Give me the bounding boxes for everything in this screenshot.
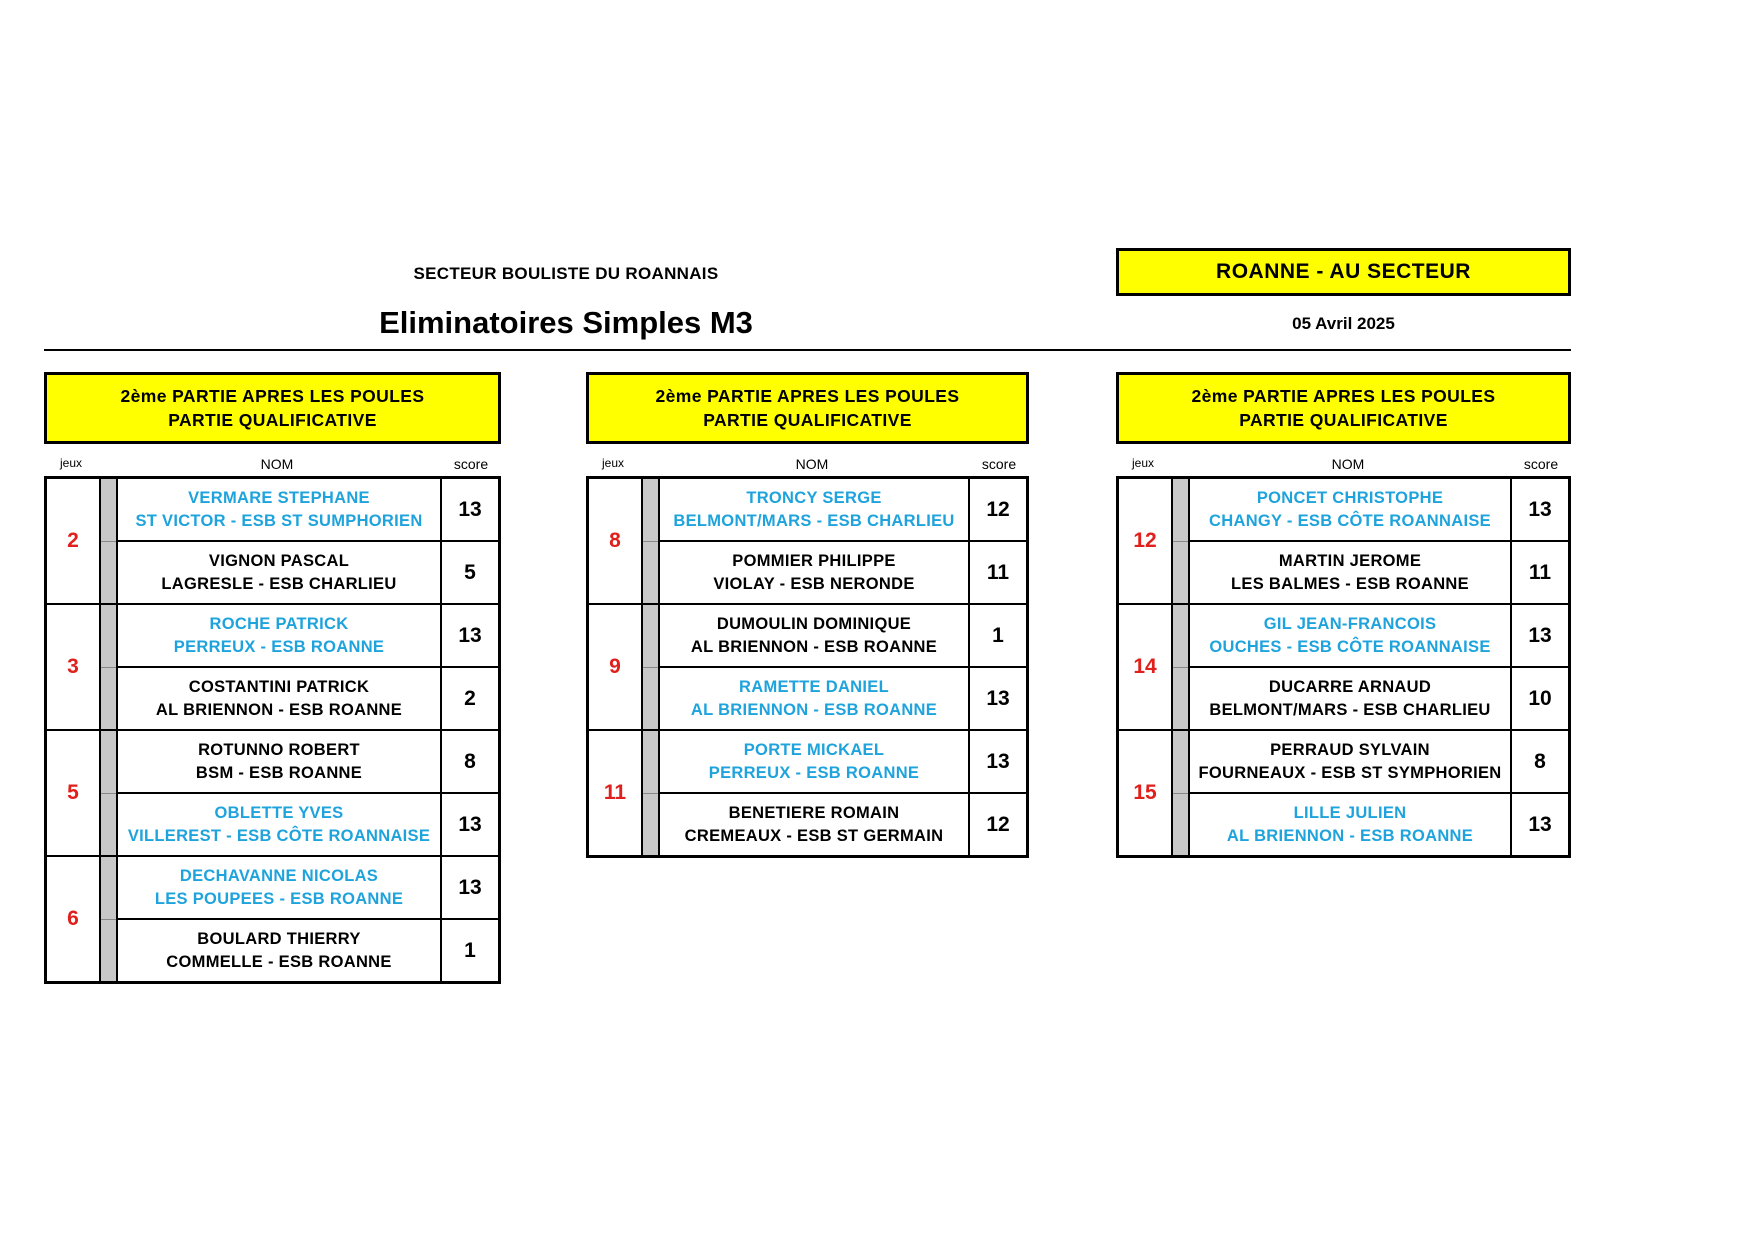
separator-bar [1173, 731, 1190, 855]
player-row [1190, 731, 1568, 792]
player-club: FOURNEAUX - ESB ST SYMPHORIEN [1198, 763, 1502, 782]
player-name: VERMARE STEPHANE [188, 488, 370, 507]
page-title: Eliminatoires Simples M3 [379, 305, 753, 340]
game-row [589, 729, 1026, 855]
header-score: score [1523, 456, 1559, 472]
player-score: 8 [464, 749, 476, 773]
bracket-panel-3 [1116, 372, 1571, 858]
player-score: 13 [1528, 497, 1552, 521]
player-score: 13 [458, 623, 482, 647]
game-players [660, 731, 1026, 855]
player-club: CREMEAUX - ESB ST GERMAIN [684, 826, 944, 845]
player-score: 13 [986, 749, 1010, 773]
game-players [1190, 605, 1568, 729]
game-number: 5 [47, 731, 101, 855]
player-row [118, 792, 498, 855]
column-headers [1116, 456, 1571, 476]
round-banner [586, 372, 1029, 444]
player-club: AL BRIENNON - ESB ROANNE [690, 700, 938, 719]
banner-line-2: PARTIE QUALIFICATIVE [168, 410, 377, 430]
banner-line-1: 2ème PARTIE APRES LES POULES [655, 386, 960, 406]
game-row [47, 855, 498, 981]
player-score: 13 [986, 686, 1010, 710]
player-cell [118, 668, 442, 729]
player-score: 2 [464, 686, 476, 710]
player-club: LES POUPEES - ESB ROANNE [154, 889, 404, 908]
player-score: 1 [464, 938, 476, 962]
player-name: GIL JEAN-FRANCOIS [1263, 614, 1437, 633]
match-table [1116, 476, 1571, 858]
player-row [118, 918, 498, 981]
player-score: 13 [458, 812, 482, 836]
player-name: PORTE MICKAEL [743, 740, 885, 759]
header-jeux: jeux [601, 456, 624, 470]
venue-box [1116, 248, 1571, 296]
game-row [1119, 729, 1568, 855]
player-cell [660, 731, 970, 792]
player-cell [118, 542, 442, 603]
game-players [118, 605, 498, 729]
separator-bar [101, 605, 118, 729]
player-cell [660, 605, 970, 666]
match-table [44, 476, 501, 984]
bracket-panel-1 [44, 372, 501, 984]
game-number: 14 [1119, 605, 1173, 729]
player-row [660, 666, 1026, 729]
player-row [118, 479, 498, 540]
banner-line-1: 2ème PARTIE APRES LES POULES [120, 386, 425, 406]
separator-bar [643, 731, 660, 855]
player-row [660, 540, 1026, 603]
player-club: LAGRESLE - ESB CHARLIEU [161, 574, 397, 593]
bracket-panel-2 [586, 372, 1029, 858]
header-nom: NOM [260, 456, 294, 472]
player-name: DUMOULIN DOMINIQUE [716, 614, 912, 633]
player-club: VIOLAY - ESB NERONDE [713, 574, 915, 593]
player-cell [1190, 479, 1512, 540]
player-row [118, 540, 498, 603]
player-row [118, 605, 498, 666]
player-club: AL BRIENNON - ESB ROANNE [1226, 826, 1474, 845]
player-name: BENETIERE ROMAIN [728, 803, 900, 822]
game-players [118, 731, 498, 855]
event-date: 05 Avril 2025 [1292, 314, 1395, 333]
player-name: PERRAUD SYLVAIN [1270, 740, 1430, 759]
game-row [1119, 603, 1568, 729]
player-row [660, 792, 1026, 855]
game-row [47, 479, 498, 603]
player-row [660, 479, 1026, 540]
header-score: score [981, 456, 1017, 472]
player-row [118, 731, 498, 792]
player-club: VILLEREST - ESB CÔTE ROANNAISE [127, 826, 431, 845]
player-cell [118, 479, 442, 540]
player-club: PERREUX - ESB ROANNE [708, 763, 920, 782]
player-club: PERREUX - ESB ROANNE [173, 637, 385, 656]
game-row [589, 603, 1026, 729]
player-cell [1190, 668, 1512, 729]
player-name: ROCHE PATRICK [209, 614, 349, 633]
player-name: RAMETTE DANIEL [739, 677, 889, 696]
player-name: VIGNON PASCAL [208, 551, 350, 570]
player-row [1190, 605, 1568, 666]
separator-bar [1173, 479, 1190, 603]
player-score: 13 [1528, 623, 1552, 647]
game-row [1119, 479, 1568, 603]
player-row [660, 731, 1026, 792]
player-cell [660, 479, 970, 540]
separator-bar [1173, 605, 1190, 729]
header-jeux: jeux [59, 456, 82, 470]
player-club: AL BRIENNON - ESB ROANNE [155, 700, 403, 719]
player-name: OBLETTE YVES [214, 803, 344, 822]
header-nom: NOM [795, 456, 829, 472]
player-club: COMMELLE - ESB ROANNE [166, 952, 392, 971]
banner-line-2: PARTIE QUALIFICATIVE [703, 410, 912, 430]
game-number: 2 [47, 479, 101, 603]
round-banner [1116, 372, 1571, 444]
game-players [118, 479, 498, 603]
player-cell [118, 920, 442, 981]
game-players [660, 605, 1026, 729]
player-score: 13 [458, 875, 482, 899]
player-score: 1 [992, 623, 1004, 647]
round-banner [44, 372, 501, 444]
player-club: AL BRIENNON - ESB ROANNE [690, 637, 938, 656]
player-cell [118, 794, 442, 855]
player-name: POMMIER PHILIPPE [732, 551, 896, 570]
game-row [589, 479, 1026, 603]
header-jeux: jeux [1131, 456, 1154, 470]
game-number: 11 [589, 731, 643, 855]
player-cell [1190, 605, 1512, 666]
player-score: 13 [1528, 812, 1552, 836]
player-name: COSTANTINI PATRICK [188, 677, 370, 696]
header-nom: NOM [1331, 456, 1365, 472]
player-cell [118, 731, 442, 792]
player-club: BELMONT/MARS - ESB CHARLIEU [673, 511, 955, 530]
player-name: TRONCY SERGE [746, 488, 882, 507]
game-players [118, 857, 498, 981]
player-row [118, 666, 498, 729]
game-players [1190, 479, 1568, 603]
player-cell [118, 857, 442, 918]
separator-bar [643, 479, 660, 603]
player-row [1190, 792, 1568, 855]
player-cell [1190, 731, 1512, 792]
banner-line-2: PARTIE QUALIFICATIVE [1239, 410, 1448, 430]
player-cell [660, 542, 970, 603]
player-row [1190, 666, 1568, 729]
game-row [47, 729, 498, 855]
game-row [47, 603, 498, 729]
player-score: 12 [986, 497, 1010, 521]
player-cell [660, 668, 970, 729]
player-cell [1190, 794, 1512, 855]
player-name: ROTUNNO ROBERT [198, 740, 360, 759]
player-cell [118, 605, 442, 666]
column-headers [44, 456, 501, 476]
player-name: BOULARD THIERRY [197, 929, 361, 948]
player-row [660, 605, 1026, 666]
player-name: DECHAVANNE NICOLAS [179, 866, 379, 885]
player-name: PONCET CHRISTOPHE [1256, 488, 1444, 507]
column-headers [586, 456, 1029, 476]
header-divider [44, 349, 1571, 351]
player-row [1190, 540, 1568, 603]
banner-line-1: 2ème PARTIE APRES LES POULES [1191, 386, 1496, 406]
separator-bar [101, 479, 118, 603]
player-score: 5 [464, 560, 476, 584]
header-score: score [453, 456, 489, 472]
player-name: LILLE JULIEN [1293, 803, 1407, 822]
game-number: 12 [1119, 479, 1173, 603]
player-row [118, 857, 498, 918]
game-number: 6 [47, 857, 101, 981]
venue-label: ROANNE - AU SECTEUR [1216, 260, 1471, 283]
player-score: 8 [1534, 749, 1546, 773]
player-score: 11 [986, 560, 1010, 584]
player-club: BELMONT/MARS - ESB CHARLIEU [1209, 700, 1491, 719]
player-name: DUCARRE ARNAUD [1268, 677, 1432, 696]
player-club: LES BALMES - ESB ROANNE [1231, 574, 1469, 593]
separator-bar [101, 731, 118, 855]
player-score: 11 [1528, 560, 1552, 584]
separator-bar [101, 857, 118, 981]
player-club: OUCHES - ESB CÔTE ROANNAISE [1209, 637, 1491, 656]
separator-bar [643, 605, 660, 729]
player-row [1190, 479, 1568, 540]
game-number: 3 [47, 605, 101, 729]
player-score: 13 [458, 497, 482, 521]
player-club: ST VICTOR - ESB ST SUMPHORIEN [135, 511, 423, 530]
player-club: BSM - ESB ROANNE [195, 763, 363, 782]
player-score: 12 [986, 812, 1010, 836]
game-number: 9 [589, 605, 643, 729]
player-cell [660, 794, 970, 855]
organization-name: SECTEUR BOULISTE DU ROANNAIS [413, 264, 719, 283]
player-cell [1190, 542, 1512, 603]
game-players [1190, 731, 1568, 855]
game-players [660, 479, 1026, 603]
match-table [586, 476, 1029, 858]
game-number: 8 [589, 479, 643, 603]
game-number: 15 [1119, 731, 1173, 855]
player-club: CHANGY - ESB CÔTE ROANNAISE [1209, 511, 1491, 530]
player-name: MARTIN JEROME [1278, 551, 1422, 570]
player-score: 10 [1528, 686, 1552, 710]
